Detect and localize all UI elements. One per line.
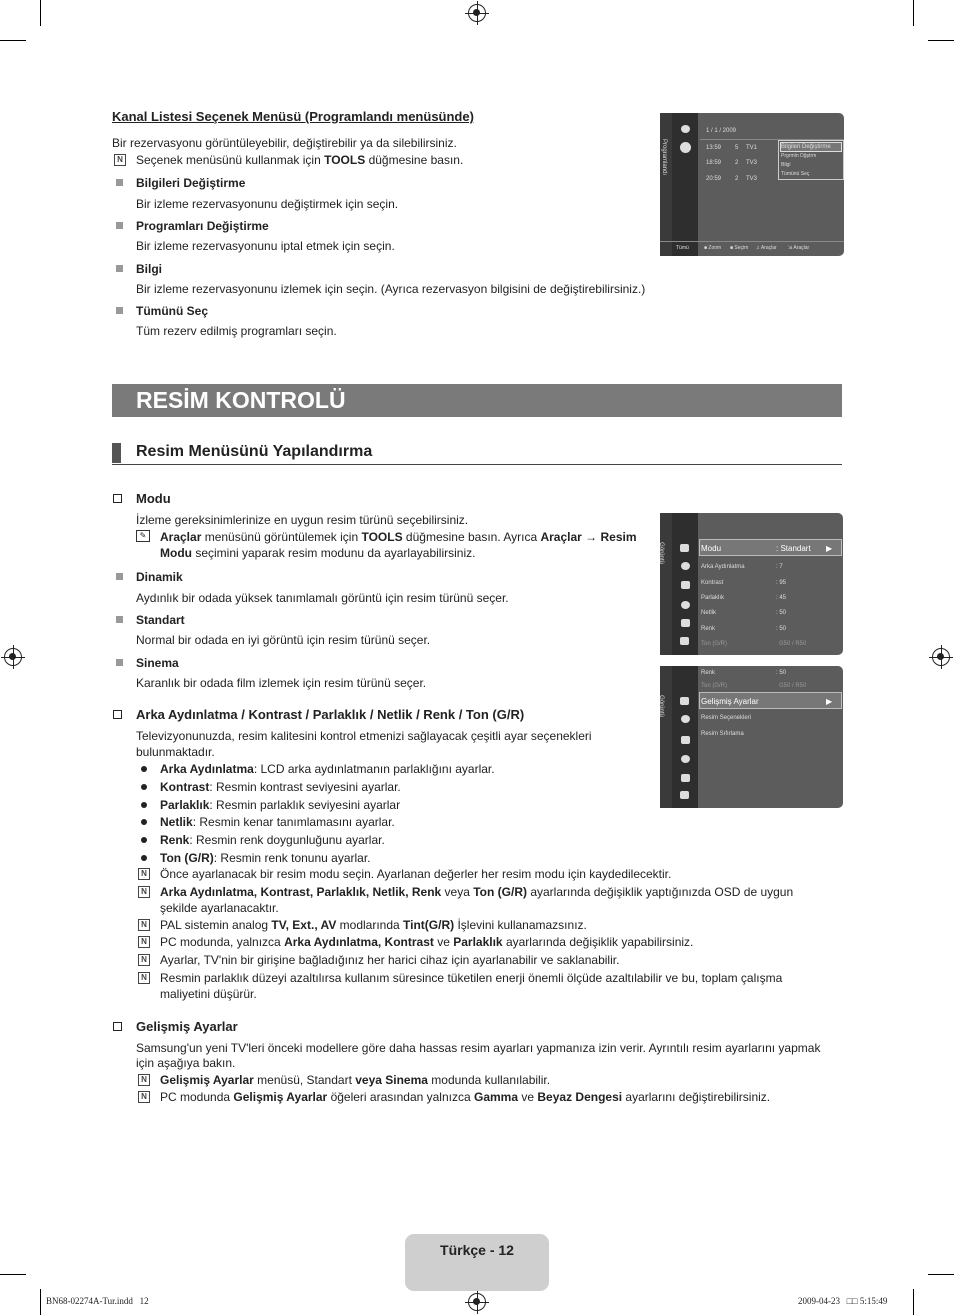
popup-item-selected[interactable]: Bilgileri Değiştirme [780, 142, 842, 152]
item-title: Bilgileri Değiştirme [136, 176, 246, 190]
section1-intro: Bir rezervasyonu görüntüleyebilir, değiştirebilir ya da silebilirsiniz. [112, 136, 457, 150]
app-icon [680, 791, 689, 799]
registration-mark-left-icon [4, 648, 22, 666]
gear-icon [681, 601, 690, 609]
item-desc: Bir izleme rezervasyonunu iptal etmek için seçin. [136, 239, 395, 253]
tools-icon: ✎ [136, 530, 150, 542]
page-number: Türkçe - 12 [440, 1242, 514, 1258]
item-title: Bilgi [136, 262, 162, 276]
item-desc: Bir izleme rezervasyonunu değiştirmek için seçin. [136, 197, 399, 211]
section1-note: Seçenek menüsünü kullanmak için TOOLS düğmesine basın. [136, 153, 464, 167]
registration-mark-right-icon [932, 648, 950, 666]
subheading: Resim Menüsünü Yapılandırma [136, 443, 373, 460]
chapter-banner [112, 384, 842, 417]
item-title: Programları Değiştirme [136, 219, 269, 233]
clock-icon [680, 142, 691, 153]
options-popup [778, 140, 844, 180]
print-date: 2009-04-23 □□ 5:15:49 [798, 1296, 888, 1306]
registration-mark-top-icon [468, 4, 486, 22]
item-desc: Bir izleme rezervasyonunu izlemek için seçin. (Ayrıca rezervasyon bilgisini de değiştirebilirsiniz.) [136, 282, 646, 296]
tv-screen-scheduled: Programlandı 1 / 1 / 2009 13:59 5 TV1 18:59 2 TV3 20:59 2 TV3 Bilgileri Değiştirme Prgrmlrı Dğştrm Bilgi Tümünü Seç Tümü ■ Zoom ■ Seçim ♫ Araçlar ⇲ Araçlar [660, 113, 844, 256]
channel-icon [681, 581, 690, 589]
item-desc: Tüm rezerv edilmiş programları seçin. [136, 324, 337, 338]
app-icon [680, 637, 689, 645]
chapter-title: RESİM KONTROLÜ [136, 387, 346, 413]
input-icon [681, 619, 690, 627]
tv-screen-picture-menu: Görüntü Modu : Standart ▶ Arka Aydınlatma : 7 Kontrast : 95 Parlaklık : 45 Netlik : 50 Renk : 50 Ton (G/R) G50 / R50 [660, 513, 843, 655]
arka-title: Arka Aydınlatma / Kontrast / Parlaklık / Netlik / Renk / Ton (G/R) [136, 707, 525, 722]
page-number-tab [405, 1234, 549, 1291]
modu-tools-note: Araçlar menüsünü görüntülemek için TOOLS düğmesine basın. Ayrıca Araçlar → Resim [160, 530, 637, 544]
channel-icon [681, 736, 690, 744]
tv-screen-advanced: Görüntü Renk : 50 Ton (G/R) G50 / R50 Gelişmiş Ayarlar ▶ Resim Seçenekleri Resim Sıfırlama [660, 666, 843, 808]
modu-title: Modu [136, 491, 171, 506]
input-icon [681, 774, 690, 782]
note-icon: N [114, 154, 126, 166]
popup-item[interactable]: Tümünü Seç [781, 171, 810, 177]
sound-icon [681, 715, 690, 723]
gear-icon [681, 755, 690, 763]
picture-icon [680, 544, 689, 552]
picture-icon [680, 697, 689, 705]
modu-intro: İzleme gereksinimlerinize en uygun resim türünü seçebilirsiniz. [136, 513, 469, 527]
gelismis-title: Gelişmiş Ayarlar [136, 1019, 238, 1034]
file-info: BN68-02274A-Tur.indd 12 [46, 1296, 149, 1306]
section-heading-channel-list: Kanal Listesi Seçenek Menüsü (Programlandı menüsünde) [112, 109, 474, 124]
sound-icon [681, 562, 690, 570]
screen-side-label: Programlandı [661, 138, 668, 176]
screen-date: 1 / 1 / 2009 [706, 128, 737, 134]
popup-item[interactable]: Prgrmlrı Dğştrm [781, 153, 817, 159]
popup-item[interactable]: Bilgi [781, 162, 791, 168]
heart-icon [681, 125, 690, 133]
registration-mark-bottom-icon [468, 1293, 486, 1311]
item-title: Tümünü Seç [136, 304, 209, 318]
